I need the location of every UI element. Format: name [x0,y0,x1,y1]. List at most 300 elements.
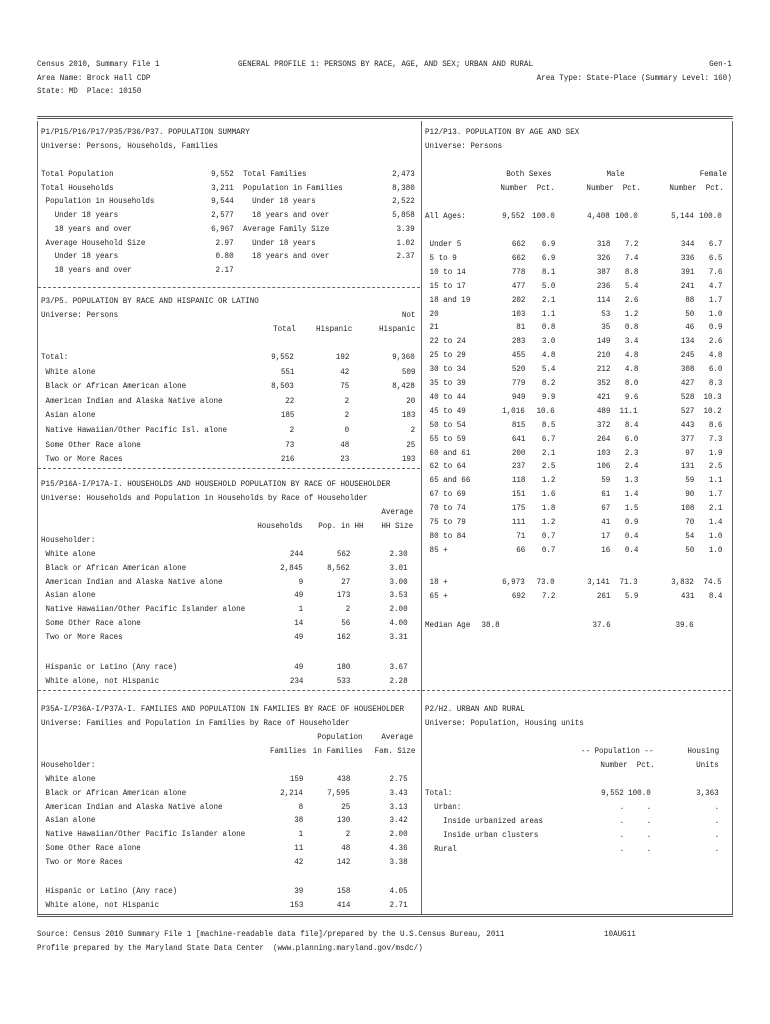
households-count: 234 [289,675,303,686]
age-row-female-pct: 0.9 [708,322,722,333]
age-row-male-number: 17 [600,530,610,541]
households-title: P15/P16A-I/P17A-I. HOUSEHOLDS AND HOUSEHOLD POPULATION BY RACE OF HOUSEHOLDER [41,479,391,489]
families-row-label: Two or More Races [41,856,123,867]
age-row-female-number: 50 [684,544,694,555]
race-total: 2 [289,425,294,435]
header-table-id: Gen-1 [709,59,732,69]
families-row-label: Black or African American alone [41,787,187,798]
median-age-label: Median Age [425,620,471,630]
summary-label: 18 years and over [243,251,330,262]
age-row-female-number: 50 [684,308,694,319]
households-row-label: American Indian and Alaska Native alone [41,576,223,587]
age-row-both-number: 477 [511,280,525,291]
households-row-label: White alone, not Hispanic [41,675,160,686]
urban-col-header: Number Pct. [600,760,655,770]
age-row-male-number: 103 [596,447,610,458]
summary-value: 6,967 [211,223,234,234]
race-col-header: Hispanic [315,324,352,334]
age-row-female-number: 131 [680,461,694,472]
age-row-female-number: 59 [684,475,694,486]
summary-value: 8,380 [392,182,415,193]
age-row-male-number: 264 [596,433,610,444]
age-row-label: 22 to 24 [425,336,466,347]
age-row-male-pct: 5.9 [624,590,638,601]
age-row-female-pct: 2.6 [708,336,722,347]
race-row-label: Some Other Race alone [41,439,141,450]
age-sex-universe: Universe: Persons [425,141,503,151]
age-row-label: 15 to 17 [425,280,466,291]
race-total: 22 [284,395,294,406]
age-all-male-pct: 100.0 [615,211,638,221]
urban-number: . [619,844,624,854]
age-row-both-pct: 4.8 [541,350,555,361]
age-row-male-pct: 9.6 [624,391,638,402]
top-rule [37,116,733,119]
age-row-label: 35 to 39 [425,378,466,388]
households-pop: 2 [345,604,350,615]
urban-row-label: Total: [425,788,453,798]
summary-label: Average Household Size [41,237,146,248]
age-row-male-number: 35 [600,322,610,333]
age-row-label: 20 [425,308,439,319]
summary-label: Total Families [243,169,307,179]
age-row-both-pct: 0.8 [541,322,555,333]
race-total: 185 [280,410,294,421]
race-total: 216 [280,454,294,465]
race-total: 551 [280,366,294,377]
households-size: 3.00 [389,576,408,587]
race-not-hispanic: 509 [401,366,415,377]
age-row-both-pct: 2.1 [541,447,555,458]
divider-households [38,468,420,469]
age-row-male-pct: 1.3 [624,475,638,486]
race-row-label: Total: [41,352,69,362]
summary-label: Population in Households [41,196,155,207]
families-count: 1 [298,829,303,840]
age-row-label: 45 to 49 [425,405,466,416]
age-row-both-number: 237 [511,461,525,472]
age-row-male-number: 489 [596,405,610,416]
age-row-male-pct: 7.4 [624,252,638,263]
households-row-label: Two or More Races [41,631,123,642]
urban-housing: . [714,844,719,854]
age-row-both-pct: 3.0 [541,336,555,347]
age-row-female-number: 108 [680,503,694,514]
age-row-both-number: 949 [511,391,525,402]
families-row-label: White alone, not Hispanic [41,899,160,910]
families-pop: 414 [336,899,350,910]
median-age-both: 38.8 [481,620,500,630]
age-row-female-number: 431 [680,590,694,601]
age-row-female-number: 528 [680,391,694,402]
age-row-both-pct: 5.4 [541,364,555,375]
families-count: 39 [293,886,303,896]
age-row-female-pct: 1.0 [708,530,722,541]
summary-label: Under 18 years [243,196,316,207]
race-row-label: Asian alone [41,410,96,421]
summary-value: 3,211 [211,182,234,193]
age-row-male-number: 16 [600,544,610,555]
race-not-hispanic: 2 [410,425,415,435]
urban-number: 9,552 [601,788,624,798]
age-row-both-number: 103 [511,308,525,319]
area-type: Area Type: State-Place (Summary Level: 160) [536,73,732,83]
age-row-male-number: 3,141 [587,577,610,587]
families-count: 42 [293,856,303,867]
households-size: 2.00 [389,604,408,615]
summary-label: 18 years and over [41,264,132,275]
summary-label: Average Family Size [243,223,330,234]
households-count: 14 [293,618,303,628]
age-row-female-pct: 1.7 [708,489,722,500]
age-row-female-number: 70 [684,517,694,527]
urban-title: P2/H2. URBAN AND RURAL [425,704,525,714]
families-row-label: Some Other Race alone [41,843,141,853]
summary-label: Total Households [41,182,114,193]
families-col-header: Average [381,732,413,742]
race-title: P3/P5. POPULATION BY RACE AND HISPANIC OR LATINO [41,296,259,306]
age-row-label: 62 to 64 [425,461,466,472]
footer-source: Source: Census 2010 Summary File 1 [machine-readable data file]/prepared by the U.S.Census Bureau, 2011 [37,929,505,939]
age-row-female-pct: 1.4 [708,517,722,527]
race-not-hispanic: 25 [405,439,415,450]
race-hispanic: 75 [339,381,349,392]
age-row-male-number: 210 [596,350,610,361]
summary-value: 2.17 [215,264,234,275]
summary-label: Total Population [41,169,114,179]
age-all-female-number: 5,144 [671,211,694,221]
families-pop: 158 [336,886,350,896]
age-row-both-number: 202 [511,294,525,305]
age-row-female-pct: 4.8 [708,350,722,361]
age-row-female-number: 90 [684,489,694,500]
families-universe: Universe: Families and Population in Families by Race of Householder [41,718,350,728]
families-size: 3.42 [389,815,408,826]
age-row-label: 80 to 84 [425,530,466,541]
households-size: 3.67 [389,662,408,672]
age-row-male-pct: 0.4 [624,544,638,555]
age-row-female-number: 527 [680,405,694,416]
households-count: 49 [293,590,303,601]
age-row-male-number: 53 [600,308,610,319]
age-row-label: 85 + [425,544,448,555]
families-count: 153 [289,899,303,910]
age-row-male-number: 212 [596,364,610,375]
urban-col-header: Units [696,760,719,770]
race-hispanic: 0 [344,425,349,435]
age-row-male-pct: 11.1 [619,405,638,416]
age-row-female-number: 344 [680,239,694,249]
age-row-label: 67 to 69 [425,489,466,500]
age-row-both-pct: 6.9 [541,252,555,263]
race-row-label: American Indian and Alaska Native alone [41,395,223,406]
race-total: 8,503 [271,381,294,392]
area-name: Area Name: Brock Hall CDP [37,73,151,83]
age-sex-title: P12/P13. POPULATION BY AGE AND SEX [425,127,580,137]
age-row-male-pct: 6.0 [624,433,638,444]
age-row-female-pct: 8.4 [708,590,722,601]
age-row-both-pct: 6.9 [541,239,555,249]
age-row-female-pct: 1.0 [708,544,722,555]
age-row-female-number: 241 [680,280,694,291]
families-pop: 142 [336,856,350,867]
age-row-female-number: 308 [680,364,694,375]
age-row-male-number: 326 [596,252,610,263]
age-row-female-number: 336 [680,252,694,263]
age-all-both-pct: 100.0 [532,211,555,221]
median-age-female: 39.6 [675,620,694,630]
age-row-both-number: 151 [511,489,525,500]
age-row-male-number: 106 [596,461,610,472]
age-row-male-number: 352 [596,378,610,388]
age-row-male-number: 149 [596,336,610,347]
age-row-female-number: 391 [680,266,694,277]
age-row-male-pct: 5.4 [624,280,638,291]
age-row-male-pct: 7.2 [624,239,638,249]
households-row-label: Asian alone [41,590,96,601]
age-row-both-number: 81 [515,322,525,333]
families-pop: 130 [336,815,350,826]
age-row-female-pct: 1.9 [708,447,722,458]
age-row-female-pct: 1.1 [708,475,722,486]
age-row-both-pct: 1.8 [541,503,555,514]
summary-title: P1/P15/P16/P17/P35/P36/P37. POPULATION SUMMARY [41,127,250,137]
age-row-male-number: 59 [600,475,610,486]
households-pop: 8,562 [327,562,350,573]
race-hispanic: 2 [344,410,349,421]
urban-universe: Universe: Population, Housing units [425,718,584,728]
age-row-label: 65 + [425,590,448,601]
families-count: 159 [289,774,303,784]
race-not-hispanic: 183 [401,410,415,421]
summary-value: 2.97 [215,237,234,248]
age-row-female-pct: 8.3 [708,378,722,388]
age-row-male-number: 372 [596,419,610,430]
urban-housing: . [714,830,719,840]
age-row-label: 55 to 59 [425,433,466,444]
age-row-female-number: 54 [684,530,694,541]
families-count: 8 [298,801,303,812]
urban-row-label: Inside urbanized areas [425,816,544,826]
summary-value: 9,544 [211,196,234,207]
age-row-male-number: 61 [600,489,610,500]
age-row-male-pct: 0.8 [624,322,638,333]
summary-value: 1.02 [396,237,415,248]
age-row-female-pct: 6.7 [708,239,722,249]
age-row-both-pct: 0.7 [541,544,555,555]
age-row-both-pct: 6.7 [541,433,555,444]
age-row-both-pct: 1.2 [541,475,555,486]
age-row-female-number: 377 [680,433,694,444]
households-row-label: White alone [41,549,96,559]
age-row-both-number: 692 [511,590,525,601]
age-row-female-pct: 6.5 [708,252,722,263]
race-row-label: Black or African American alone [41,381,187,392]
age-row-both-number: 520 [511,364,525,375]
summary-label: Population in Families [243,182,343,193]
urban-housing: . [714,816,719,826]
race-not-hispanic: 9,360 [392,352,415,362]
age-row-both-number: 455 [511,350,525,361]
urban-col-header: Housing [687,746,719,756]
urban-housing: 3,363 [696,788,719,798]
families-row-label: Native Hawaiian/Other Pacific Islander alone [41,829,246,840]
age-row-male-pct: 4.8 [624,364,638,375]
families-row-label: Asian alone [41,815,96,826]
age-row-both-number: 111 [511,517,525,527]
age-row-female-pct: 10.2 [703,405,722,416]
age-row-female-pct: 10.3 [703,391,722,402]
age-row-female-number: 46 [684,322,694,333]
families-col-header: in Families [313,746,363,756]
households-row-label: Black or African American alone [41,562,187,573]
urban-number: . [619,816,624,826]
families-size: 4.36 [389,843,408,853]
race-total: 73 [284,439,294,450]
age-row-label: Under 5 [425,239,462,249]
age-all-label: All Ages: [425,211,466,221]
summary-value: 3.39 [396,223,415,234]
age-row-both-number: 815 [511,419,525,430]
age-row-male-number: 421 [596,391,610,402]
age-row-both-number: 175 [511,503,525,514]
age-row-male-pct: 2.3 [624,447,638,458]
age-sex-group-header: Female [699,169,727,179]
age-row-label: 60 and 61 [425,447,471,458]
households-pop: 162 [336,631,350,642]
age-row-label: 50 to 54 [425,419,466,430]
race-col-header: Not [401,310,415,320]
age-sex-subheader: Number Pct. [586,183,641,193]
age-sex-subheader: Number Pct. [500,183,555,193]
race-col-header: Total [273,324,296,334]
householder-label: Householder: [41,760,96,770]
age-row-male-number: 261 [596,590,610,601]
race-hispanic: 2 [344,395,349,406]
age-row-male-pct: 1.2 [624,308,638,319]
families-size: 3.38 [389,856,408,867]
age-row-both-number: 641 [511,433,525,444]
divider-urban [422,690,731,691]
households-col-header: Pop. in HH [318,521,364,531]
families-pop: 25 [340,801,350,812]
age-all-both-number: 9,552 [502,211,525,221]
urban-row-label: Inside urban clusters [425,830,539,840]
families-size: 2.75 [389,774,408,784]
households-count: 49 [293,631,303,642]
age-row-male-pct: 8.8 [624,266,638,277]
urban-number: . [619,802,624,812]
divider-race [38,287,420,288]
age-row-both-number: 66 [515,544,525,555]
summary-value: 2.37 [396,251,415,262]
households-col-header: HH Size [381,521,413,531]
households-size: 2.28 [389,675,408,686]
age-row-female-pct: 1.0 [708,308,722,319]
age-row-both-number: 118 [511,475,525,486]
age-row-both-number: 779 [511,378,525,388]
households-row-label: Hispanic or Latino (Any race) [41,662,178,672]
age-row-female-number: 3,832 [671,577,694,587]
summary-value: 0.80 [215,251,234,262]
footer-date: 10AUG11 [604,929,636,939]
age-row-both-pct: 9.9 [541,391,555,402]
households-pop: 173 [336,590,350,601]
age-row-male-number: 387 [596,266,610,277]
age-row-male-pct: 4.8 [624,350,638,361]
race-not-hispanic: 20 [405,395,415,406]
age-row-female-pct: 6.0 [708,364,722,375]
median-age-male: 37.6 [592,620,611,630]
age-row-male-pct: 2.6 [624,294,638,305]
families-row-label: American Indian and Alaska Native alone [41,801,223,812]
households-pop: 56 [340,618,350,628]
age-row-both-number: 662 [511,239,525,249]
families-size: 2.00 [389,829,408,840]
families-col-header: Population [317,732,363,742]
families-count: 2,214 [280,787,303,798]
age-row-label: 40 to 44 [425,391,466,402]
families-size: 2.71 [389,899,408,910]
age-row-both-number: 283 [511,336,525,347]
age-row-male-number: 114 [596,294,610,305]
age-row-male-pct: 8.0 [624,378,638,388]
age-row-female-pct: 7.3 [708,433,722,444]
age-row-both-pct: 8.2 [541,378,555,388]
age-row-female-pct: 1.7 [708,294,722,305]
age-row-female-pct: 2.1 [708,503,722,514]
age-row-both-pct: 8.1 [541,266,555,277]
age-row-male-pct: 3.4 [624,336,638,347]
age-row-male-pct: 71.3 [619,577,638,587]
households-size: 3.01 [389,562,408,573]
age-row-male-pct: 8.4 [624,419,638,430]
age-row-male-pct: 0.4 [624,530,638,541]
summary-label: Under 18 years [41,210,119,221]
families-pop: 2 [345,829,350,840]
age-row-both-number: 200 [511,447,525,458]
urban-pct: . [646,816,651,826]
age-row-label: 18 and 19 [425,294,471,305]
urban-pct: . [646,830,651,840]
households-pop: 533 [336,675,350,686]
households-pop: 27 [340,576,350,587]
right-border [732,121,733,914]
race-col-header: Hispanic [378,324,415,334]
age-row-male-pct: 1.5 [624,503,638,514]
summary-label: Under 18 years [41,251,119,262]
households-count: 9 [298,576,303,587]
urban-housing: . [714,802,719,812]
households-size: 4.00 [389,618,408,628]
households-size: 3.53 [389,590,408,601]
urban-pct: . [646,802,651,812]
summary-label: 18 years and over [41,223,132,234]
age-row-both-pct: 10.6 [536,405,555,416]
age-row-male-number: 41 [600,517,610,527]
race-hispanic: 48 [339,439,349,450]
age-row-male-number: 67 [600,503,610,514]
age-row-label: 65 and 66 [425,475,471,486]
households-col-header: Average [381,507,413,517]
race-total: 9,552 [271,352,294,362]
families-pop: 7,595 [327,787,350,798]
age-row-both-number: 662 [511,252,525,263]
urban-number: . [619,830,624,840]
summary-value: 9,552 [211,169,234,179]
age-row-label: 25 to 29 [425,350,466,361]
age-row-female-number: 97 [684,447,694,458]
